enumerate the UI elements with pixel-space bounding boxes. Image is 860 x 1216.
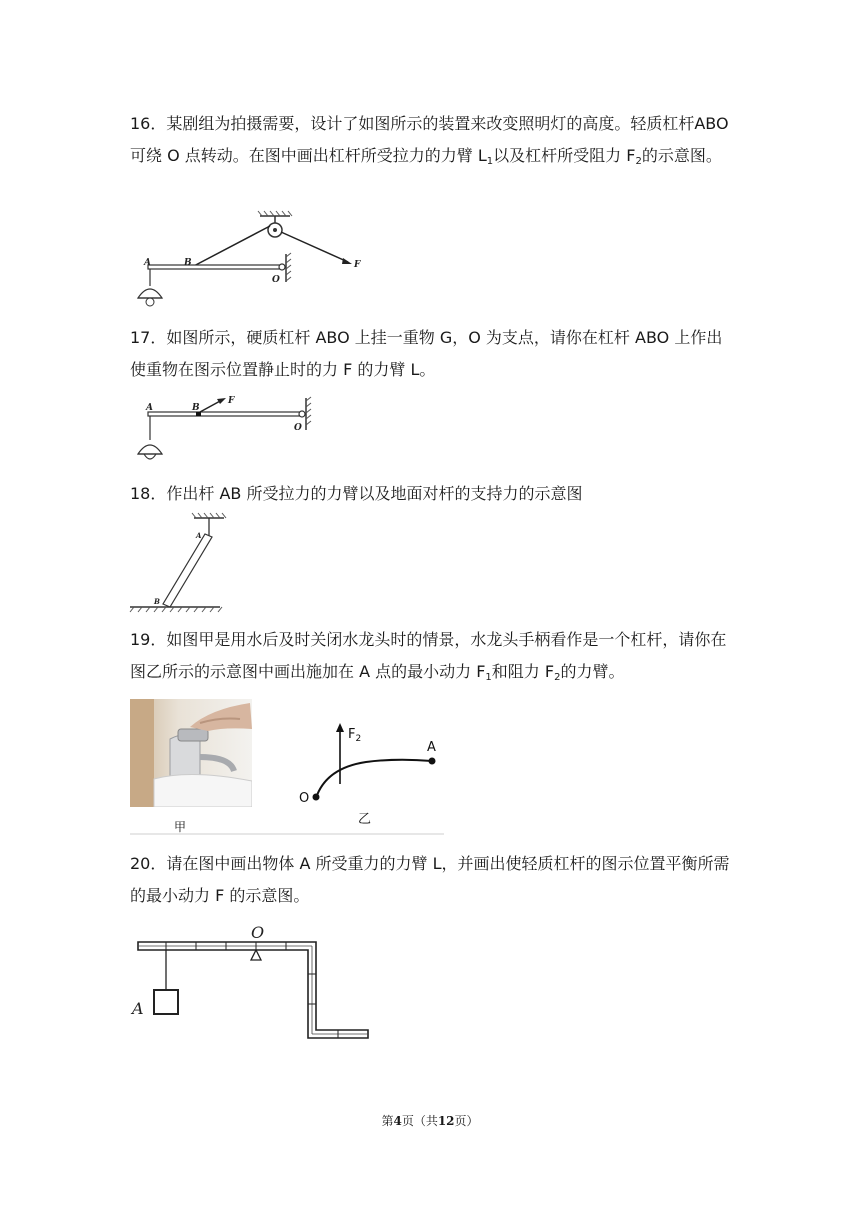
label-f: F <box>354 260 361 270</box>
subscript: 2 <box>635 156 642 167</box>
label-o: O <box>294 423 302 433</box>
caption-jia: 甲 <box>174 820 187 834</box>
label-b: B <box>184 258 192 268</box>
question-18-text: 18．作出杆 AB 所受拉力的力臂以及地面对杆的支持力的示意图 <box>130 484 583 503</box>
subscript: 1 <box>486 156 494 167</box>
question-20 <box>130 848 730 912</box>
label-a: A <box>196 531 202 540</box>
question-18 <box>130 478 730 510</box>
label-o: O <box>272 275 280 285</box>
page-number: 4 <box>393 1114 402 1128</box>
question-17-text: 17．如图所示，硬质杠杆 ABO 上挂一重物 G，O 为支点，请你在杠杆 ABO 上作出使重物在图示位置静止时的力 F 的力臂 L。 <box>130 328 723 379</box>
question-20-text: 20．请在图中画出物体 A 所受重力的力臂 L，并画出使轻质杠杆的图示位置平衡所需的最小动力 F 的示意图。 <box>130 854 730 905</box>
label-b: B <box>154 597 160 606</box>
question-16 <box>130 108 730 172</box>
question-17 <box>130 322 730 386</box>
figure-16-lamp-lever <box>130 210 370 310</box>
figure-18-rod <box>130 516 240 616</box>
figure-19-diagram <box>296 718 456 828</box>
label-a: A <box>144 258 151 268</box>
figure-20-bent-lever <box>130 924 380 1044</box>
label-o: O <box>299 791 310 806</box>
label-f: F <box>228 396 235 406</box>
question-19 <box>130 624 730 688</box>
subscript: 1 <box>485 672 492 683</box>
caption-yi: 乙 <box>358 812 372 827</box>
faucet-photo <box>130 699 252 807</box>
question-19-text-c: 的力臂。 <box>560 662 625 681</box>
subscript: 2 <box>554 672 561 683</box>
label-force: $F_2$ <box>348 727 362 744</box>
page-total: 12 <box>437 1114 455 1128</box>
label-a: A <box>132 999 144 1018</box>
label-a: A <box>146 403 153 413</box>
label-a: A <box>427 740 436 755</box>
question-19-text-b: 和阻力 F <box>491 662 555 681</box>
page-footer: 第4页（共12页） <box>381 1114 479 1128</box>
question-16-text-c: 的示意图。 <box>641 146 722 165</box>
question-16-text-b: 以及杠杆所受阻力 F <box>493 146 636 165</box>
figure-17-lever <box>130 394 330 474</box>
question-16-text: 16．某剧组为拍摄需要，设计了如图所示的装置来改变照明灯的高度。轻质杠杆ABO可绕 O 点转动。在图中画出杠杆所受拉力的力臂 L <box>130 114 729 165</box>
label-o: O <box>251 923 265 942</box>
question-19-text: 19．如图甲是用水后及时关闭水龙头时的情景，水龙头手柄看作是一个杠杆，请你在图乙所示的示意图中画出施加在 A 点的最小动力 F <box>130 630 727 681</box>
label-b: B <box>192 403 200 413</box>
